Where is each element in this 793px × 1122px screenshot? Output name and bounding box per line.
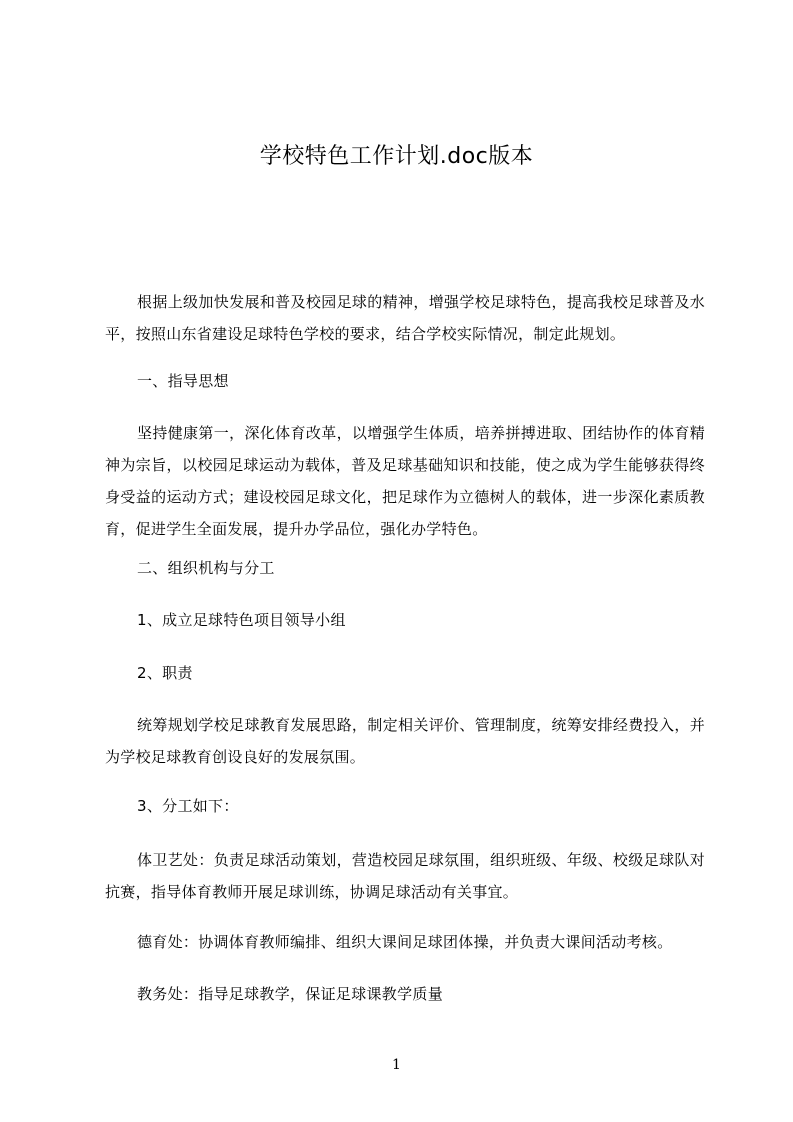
- list-item-leadership-group: 1、成立足球特色项目领导小组: [137, 611, 346, 629]
- jiaowu-paragraph: 教务处：指导足球教学，保证足球课教学质量: [137, 985, 444, 1003]
- section-heading-guiding-thought: 一、指导思想: [137, 372, 229, 390]
- intro-paragraph: 根据上级加快发展和普及校园足球的精神，增强学校足球特色，提高我校足球普及水平，按照山东省建设足球特色学校的要求，结合学校实际情况，制定此规划。: [105, 293, 705, 343]
- section-heading-organization: 二、组织机构与分工: [137, 559, 275, 577]
- list-item-duties: 2、职责: [137, 664, 193, 682]
- guiding-thought-paragraph: 坚持健康第一，深化体育改革，以增强学生体质，培养拼搏进取、团结协作的体育精神为宗旨，以校园足球运动为载体，普及足球基础知识和技能，使之成为学生能够获得终身受益的运动方式；建设校园足球文化，把足球作为立德树人的载体，进一步深化素质教育，促进学生全面发展，提升办学品位，强化办学特色。: [105, 424, 705, 538]
- duties-paragraph: 统筹规划学校足球教育发展思路，制定相关评价、管理制度，统筹安排经费投入，并为学校足球教育创设良好的发展氛围。: [105, 716, 705, 766]
- list-item-division: 3、分工如下：: [137, 797, 239, 815]
- page-number: 1: [392, 1057, 401, 1073]
- deyu-paragraph: 德育处：协调体育教师编排、组织大课间足球团体操，并负责大课间活动考核。: [137, 933, 673, 951]
- document-title: 学校特色工作计划.doc版本: [259, 144, 534, 169]
- tiweiyi-paragraph: 体卫艺处：负责足球活动策划，营造校园足球氛围，组织班级、年级、校级足球队对抗赛，指导体育教师开展足球训练，协调足球活动有关事宜。: [105, 851, 705, 901]
